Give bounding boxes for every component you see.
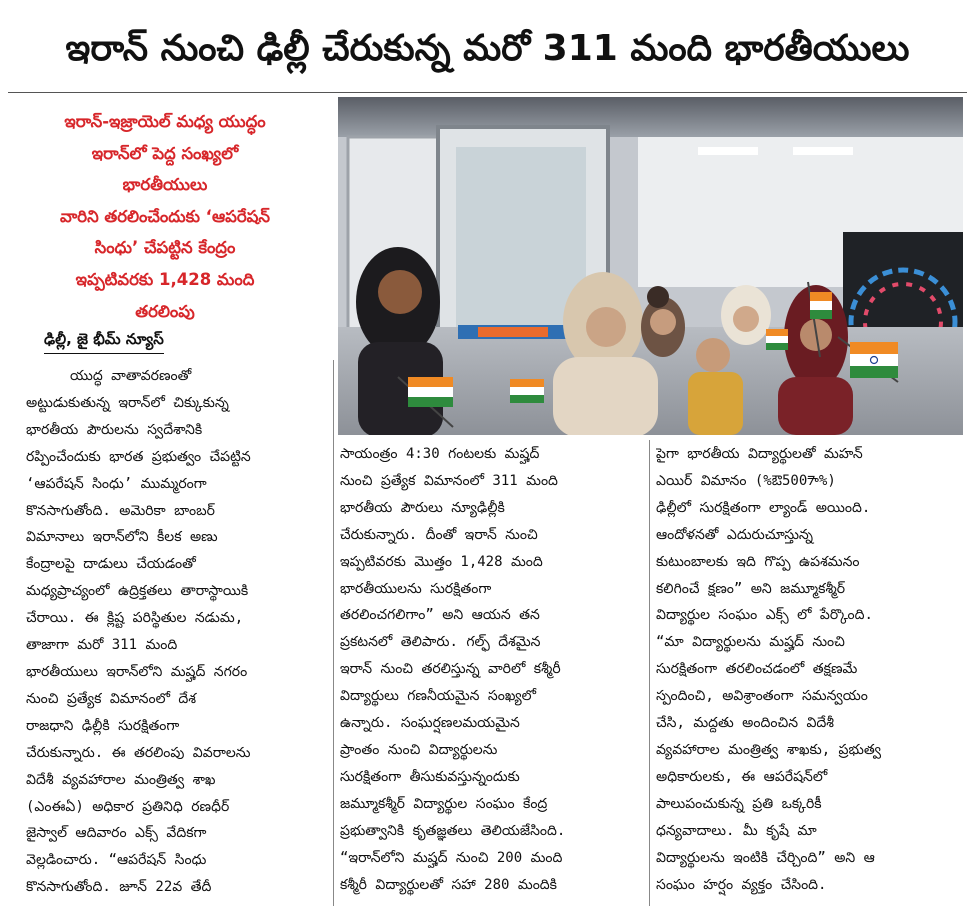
headline-divider [8,92,967,93]
article-line: విద్యార్థులు గణనీయమైన సంఖ్యలో [340,688,537,705]
article-line: ప్రాంతం నుంచి విద్యార్థులను [340,741,498,758]
article-line: ‘ఆపరేషన్ సింధు’ ముమ్మరంగా [26,475,207,492]
subheadline-line: వారిని తరలించేందుకు ‘ఆపరేషన్ [60,206,270,226]
article-line: విద్యార్థుల సంఘం ఎక్స్ లో పేర్కొంది. [656,607,873,624]
article-line: నుంచి ప్రత్యేక విమానంలో దేశ [26,690,197,707]
news-photo [338,97,963,435]
article-line: సాయంత్రం 4:30 గంటలకు మష్హద్ [340,446,540,462]
article-line: ఎయిర్ విమానం (%ఔ5007ా%) [656,472,836,489]
article-line: ఢిల్లీలో సురక్షితంగా ల్యాండ్ అయింది. [656,499,871,516]
article-column-1 [26,363,326,901]
arrivals-photo-illustration [338,97,963,435]
indian-flag-icon [766,329,788,350]
subheadline-line: ఇరాన్-ఇజ్రాయెల్ మధ్య యుద్ధం [64,112,266,131]
article-line: ఆందోళనతో ఎదురుచూస్తున్న [656,526,813,543]
article-line: రాజధాని ఢిల్లీకి సురక్షితంగా [26,717,180,734]
headline: ఇరాన్ నుంచి ఢిల్లీ చేరుకున్న మరో 311 మంది భారతీయులు [65,28,910,69]
article-line: జమ్మూకశ్మీర్ విద్యార్థుల సంఘం కేంద్ర [340,795,548,812]
subheadline-line: సింధు’ చేపట్టిన కేంద్రం [94,238,236,258]
subheadline-line: భారతీయులు [122,175,208,195]
article-line: అధికారులకు, ఈ ఆపరేషన్‌లో [656,768,828,785]
article-line: భారతీయులు ఇరాన్‌లోని మష్హద్ నగరం [26,663,248,680]
article-line: యుద్ధ వాతావరణంతో [70,368,192,384]
article-line: భారతీయ పౌరులు న్యూఢిల్లీకి [340,499,505,516]
article-line: విమానాలు ఇరాన్‌లోని కీలక అణు [26,529,218,546]
article-line: ప్రకటనలో తెలిపారు. గల్ఫ్ దేశమైన [340,634,541,651]
article-line: కలిగించే క్షణం” అని జమ్మూకశ్మీర్ [656,580,846,597]
article-line: వెల్లడించారు. “ఆపరేషన్ సింధు [26,852,207,869]
article-line: తాజాగా మరో 311 మంది [26,637,178,654]
article-line: నుంచి ప్రత్యేక విమానంలో 311 మంది [340,472,558,489]
article-line: తరలించగలిగాం” అని ఆయన తన [340,607,540,624]
article-line: “ఇరాన్‌లోని మష్హద్ నుంచి 200 మంది [340,849,563,866]
article-line: ధన్యవాదాలు. మీ కృషే మా [656,822,817,839]
article-line: జైస్వాల్ ఆదివారం ఎక్స్ వేదికగా [26,825,207,842]
article-line: సంఘం హర్షం వ్యక్తం చేసింది. [656,876,827,893]
article-line: ఇరాన్ నుంచి తరలిస్తున్న వారిలో కశ్మీరీ [340,661,561,678]
article-line: విదేశీ వ్యవహారాల మంత్రిత్వ శాఖ [26,771,216,788]
article-line: చేసి, మద్దతు అందించిన విదేశీ [656,715,834,732]
article-column-2 [340,441,640,898]
article-line: పాలుపంచుకున్న ప్రతి ఒక్కరికీ [656,795,822,812]
article-line: కేంద్రాలపై దాడులు చేయడంతో [26,556,196,573]
article-line: వ్యవహారాల మంత్రిత్వ శాఖకు, ప్రభుత్వ [656,741,882,758]
article-line: విద్యార్థులను ఇంటికి చేర్చింది” అని ఆ [656,849,875,866]
article-line: పైగా భారతీయ విద్యార్థులతో మహన్ [656,446,863,462]
article-line: చేరుకున్నారు. ఈ తరలింపు వివరాలను [26,744,251,761]
article-line: ఇప్పటివరకు మొత్తం 1,428 మంది [340,553,543,570]
article-column-3 [656,441,968,898]
article-line: “మా విద్యార్థులను మష్హద్ నుంచి [656,634,845,651]
article-line: ఉన్నారు. సంఘర్షణలమయమైన [340,715,520,732]
dateline: ఢిల్లీ, జై భీమ్ న్యూస్ [44,325,164,354]
article-line: సురక్షితంగా తరలించడంలో తక్షణమే [656,661,858,678]
column-divider [649,440,650,906]
subheadline-line: ఇప్పటివరకు 1,428 మంది [75,269,255,289]
article-line: కొనసాగుతోంది. అమెరికా బాంబర్ [26,502,215,519]
article-line: చేరాయి. ఈ క్లిష్ట పరిస్థితుల నడుమ, [26,610,244,627]
indian-flag-icon [510,379,544,403]
article-line: రప్పించేందుకు భారత ప్రభుత్వం చేపట్టిన [26,448,251,465]
article-line: మధ్యప్రాచ్యంలో ఉద్రిక్తతలు తారాస్థాయికి [26,583,249,600]
subheadline-line: తరలింపు [135,301,195,321]
column-divider [333,360,334,906]
article-line: సురక్షితంగా తీసుకువస్తున్నందుకు [340,768,520,785]
article-line: భారతీయ పౌరులను స్వదేశానికి [26,421,203,438]
article-line: స్పందించి, అవిశ్రాంతంగా సమన్వయం [656,688,868,705]
subheadline-block [12,106,318,327]
article-line: కుటుంబాలకు ఇది గొప్ప ఉపశమనం [656,553,860,570]
article-line: కొనసాగుతోంది. జూన్ 22వ తేదీ [26,879,212,896]
subheadline-line: ఇరాన్‌లో పెద్ద సంఖ్యలో [91,143,239,163]
article-line: (ఎంఈఏ) అధికార ప్రతినిధి రణధీర్ [26,798,230,815]
article-line: చేరుకున్నారు. దీంతో ఇరాన్ నుంచి [340,526,538,543]
article-line: భారతీయులను సురక్షితంగా [340,580,492,597]
article-line: ప్రభుత్వానికి కృతజ్ఞతలు తెలియజేసింది. [340,822,566,839]
article-line: అట్టుడుకుతున్న ఇరాన్‌లో చిక్కుకున్న [26,394,229,411]
article-line: కశ్మీరీ విద్యార్థులతో సహా 280 మందికి [340,876,557,893]
